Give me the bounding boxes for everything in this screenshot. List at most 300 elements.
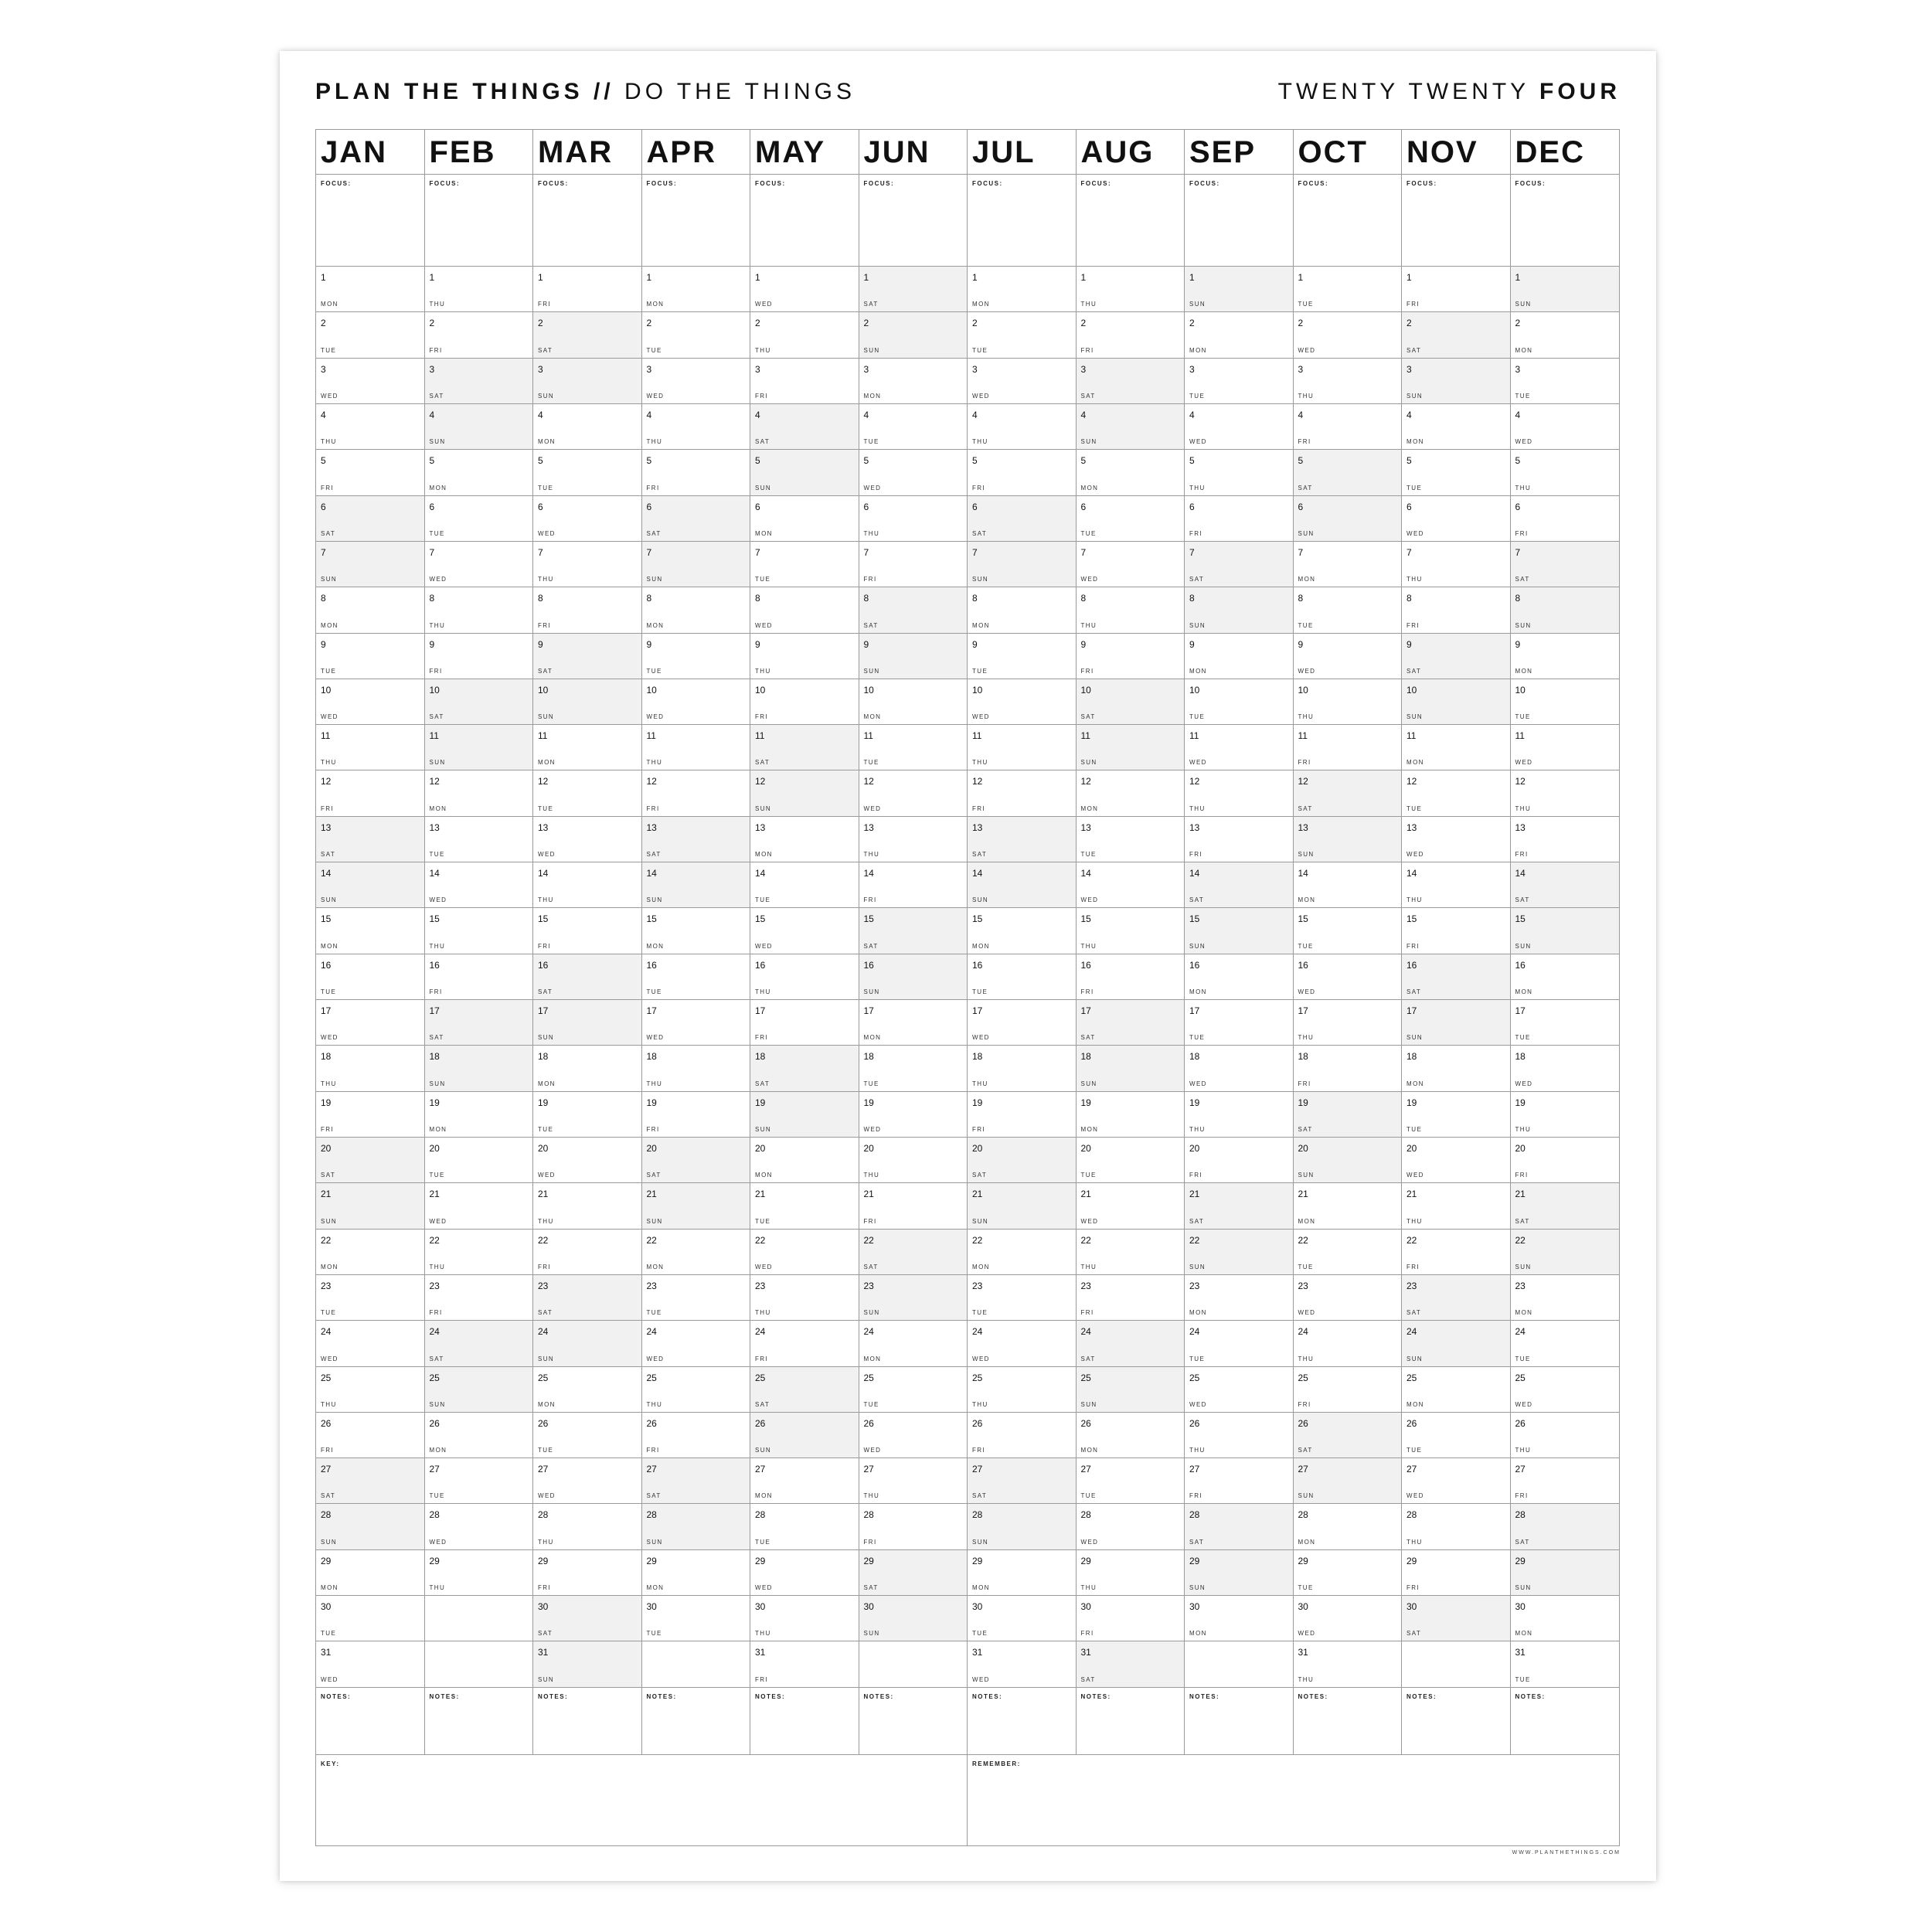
notes-box[interactable] bbox=[1077, 1688, 1185, 1780]
day-cell[interactable] bbox=[750, 1641, 859, 1687]
day-cell[interactable] bbox=[533, 587, 641, 633]
day-cell[interactable] bbox=[1402, 1550, 1510, 1596]
day-cell[interactable] bbox=[968, 1641, 1076, 1687]
day-cell[interactable] bbox=[1294, 450, 1402, 495]
day-cell[interactable] bbox=[750, 1413, 859, 1458]
day-cell[interactable] bbox=[968, 404, 1076, 450]
day-cell[interactable] bbox=[533, 1641, 641, 1687]
day-cell[interactable] bbox=[533, 312, 641, 358]
day-cell[interactable] bbox=[968, 450, 1076, 495]
day-cell[interactable] bbox=[425, 1550, 533, 1596]
day-cell[interactable] bbox=[859, 587, 968, 633]
day-cell[interactable] bbox=[316, 954, 424, 1000]
day-cell[interactable] bbox=[750, 725, 859, 770]
day-cell[interactable] bbox=[1077, 1550, 1185, 1596]
day-cell[interactable] bbox=[968, 587, 1076, 633]
day-cell[interactable] bbox=[1077, 1367, 1185, 1413]
day-cell[interactable] bbox=[1185, 1596, 1293, 1641]
day-cell[interactable] bbox=[968, 542, 1076, 587]
day-cell[interactable] bbox=[316, 496, 424, 542]
day-cell[interactable] bbox=[1185, 587, 1293, 633]
notes-box[interactable] bbox=[968, 1688, 1076, 1780]
day-cell[interactable] bbox=[533, 1458, 641, 1504]
day-cell[interactable] bbox=[1511, 770, 1620, 816]
day-cell[interactable] bbox=[859, 312, 968, 358]
day-cell[interactable] bbox=[425, 587, 533, 633]
day-cell[interactable] bbox=[1511, 725, 1620, 770]
day-cell[interactable] bbox=[750, 1230, 859, 1275]
day-cell[interactable] bbox=[1294, 862, 1402, 908]
day-cell[interactable] bbox=[750, 908, 859, 954]
day-cell[interactable] bbox=[1511, 312, 1620, 358]
day-cell[interactable] bbox=[1294, 542, 1402, 587]
day-cell[interactable] bbox=[1511, 1183, 1620, 1229]
focus-box[interactable] bbox=[859, 175, 968, 267]
day-cell[interactable] bbox=[968, 359, 1076, 404]
day-cell[interactable] bbox=[425, 267, 533, 312]
day-cell[interactable] bbox=[1077, 1275, 1185, 1321]
day-cell[interactable] bbox=[425, 862, 533, 908]
day-cell[interactable] bbox=[1511, 1550, 1620, 1596]
day-cell[interactable] bbox=[425, 1230, 533, 1275]
day-cell[interactable] bbox=[316, 908, 424, 954]
day-cell[interactable] bbox=[750, 496, 859, 542]
day-cell[interactable] bbox=[1402, 1046, 1510, 1091]
day-cell[interactable] bbox=[750, 862, 859, 908]
day-cell[interactable] bbox=[533, 1367, 641, 1413]
day-cell[interactable] bbox=[1077, 908, 1185, 954]
day-cell[interactable] bbox=[316, 634, 424, 679]
day-cell[interactable] bbox=[750, 770, 859, 816]
day-cell[interactable] bbox=[750, 587, 859, 633]
day-cell[interactable] bbox=[1185, 1321, 1293, 1366]
day-cell[interactable] bbox=[859, 1000, 968, 1046]
day-cell[interactable] bbox=[1077, 359, 1185, 404]
day-cell[interactable] bbox=[1511, 542, 1620, 587]
day-cell[interactable] bbox=[1402, 1321, 1510, 1366]
day-cell[interactable] bbox=[859, 450, 968, 495]
notes-box[interactable] bbox=[533, 1688, 641, 1780]
day-cell[interactable] bbox=[859, 908, 968, 954]
day-cell[interactable] bbox=[859, 1230, 968, 1275]
day-cell[interactable] bbox=[1077, 770, 1185, 816]
day-cell[interactable] bbox=[750, 404, 859, 450]
day-cell[interactable] bbox=[1511, 1321, 1620, 1366]
day-cell[interactable] bbox=[425, 1183, 533, 1229]
day-cell[interactable] bbox=[1511, 1230, 1620, 1275]
day-cell[interactable] bbox=[750, 542, 859, 587]
day-cell[interactable] bbox=[1402, 312, 1510, 358]
day-cell[interactable] bbox=[1077, 725, 1185, 770]
day-cell[interactable] bbox=[1294, 404, 1402, 450]
day-cell[interactable] bbox=[1511, 1458, 1620, 1504]
day-cell[interactable] bbox=[1077, 1458, 1185, 1504]
day-cell[interactable] bbox=[750, 312, 859, 358]
day-cell[interactable] bbox=[859, 1138, 968, 1183]
day-cell[interactable] bbox=[1402, 1230, 1510, 1275]
day-cell[interactable] bbox=[425, 679, 533, 725]
day-cell[interactable] bbox=[533, 679, 641, 725]
day-cell[interactable] bbox=[642, 496, 750, 542]
day-cell[interactable] bbox=[1511, 634, 1620, 679]
day-cell[interactable] bbox=[750, 817, 859, 862]
day-cell[interactable] bbox=[533, 1504, 641, 1549]
day-cell[interactable] bbox=[859, 404, 968, 450]
notes-box[interactable] bbox=[1294, 1688, 1402, 1780]
day-cell[interactable] bbox=[316, 450, 424, 495]
day-cell[interactable] bbox=[968, 908, 1076, 954]
day-cell[interactable] bbox=[859, 1504, 968, 1549]
day-cell[interactable] bbox=[859, 634, 968, 679]
day-cell[interactable] bbox=[642, 312, 750, 358]
day-cell[interactable] bbox=[1185, 1458, 1293, 1504]
day-cell[interactable] bbox=[968, 1183, 1076, 1229]
day-cell[interactable] bbox=[1185, 496, 1293, 542]
day-cell[interactable] bbox=[425, 359, 533, 404]
day-cell[interactable] bbox=[859, 1550, 968, 1596]
day-cell[interactable] bbox=[1077, 817, 1185, 862]
day-cell[interactable] bbox=[1511, 1641, 1620, 1687]
day-cell[interactable] bbox=[1402, 1275, 1510, 1321]
day-cell[interactable] bbox=[750, 1504, 859, 1549]
day-cell[interactable] bbox=[533, 404, 641, 450]
day-cell[interactable] bbox=[1402, 1413, 1510, 1458]
day-cell[interactable] bbox=[1185, 359, 1293, 404]
day-cell[interactable] bbox=[425, 1413, 533, 1458]
day-cell[interactable] bbox=[642, 1000, 750, 1046]
day-cell[interactable] bbox=[1185, 1367, 1293, 1413]
day-cell[interactable] bbox=[1185, 725, 1293, 770]
focus-box[interactable] bbox=[1077, 175, 1185, 267]
day-cell[interactable] bbox=[316, 1092, 424, 1138]
day-cell[interactable] bbox=[1402, 450, 1510, 495]
day-cell[interactable] bbox=[316, 1275, 424, 1321]
day-cell[interactable] bbox=[1185, 450, 1293, 495]
day-cell[interactable] bbox=[1185, 1413, 1293, 1458]
day-cell[interactable] bbox=[750, 1367, 859, 1413]
day-cell[interactable] bbox=[533, 359, 641, 404]
day-cell[interactable] bbox=[1077, 587, 1185, 633]
day-cell[interactable] bbox=[1185, 1092, 1293, 1138]
day-cell[interactable] bbox=[425, 312, 533, 358]
day-cell[interactable] bbox=[1511, 1413, 1620, 1458]
day-cell[interactable] bbox=[533, 1413, 641, 1458]
day-cell[interactable] bbox=[1077, 404, 1185, 450]
day-cell[interactable] bbox=[533, 496, 641, 542]
day-cell[interactable] bbox=[1294, 267, 1402, 312]
day-cell[interactable] bbox=[1077, 954, 1185, 1000]
day-cell[interactable] bbox=[425, 496, 533, 542]
day-cell[interactable] bbox=[1511, 679, 1620, 725]
day-cell[interactable] bbox=[968, 1092, 1076, 1138]
day-cell[interactable] bbox=[968, 267, 1076, 312]
day-cell[interactable] bbox=[1077, 1596, 1185, 1641]
day-cell[interactable] bbox=[1402, 404, 1510, 450]
day-cell[interactable] bbox=[316, 1413, 424, 1458]
day-cell[interactable] bbox=[750, 1092, 859, 1138]
day-cell[interactable] bbox=[1077, 1092, 1185, 1138]
day-cell[interactable] bbox=[316, 679, 424, 725]
day-cell[interactable] bbox=[1402, 634, 1510, 679]
day-cell[interactable] bbox=[1294, 359, 1402, 404]
day-cell[interactable] bbox=[968, 770, 1076, 816]
day-cell[interactable] bbox=[1511, 1092, 1620, 1138]
day-cell[interactable] bbox=[1185, 1275, 1293, 1321]
day-cell[interactable] bbox=[316, 404, 424, 450]
day-cell[interactable] bbox=[425, 634, 533, 679]
day-cell[interactable] bbox=[1294, 1092, 1402, 1138]
day-cell[interactable] bbox=[1294, 1458, 1402, 1504]
day-cell[interactable] bbox=[1294, 1367, 1402, 1413]
day-cell[interactable] bbox=[750, 1321, 859, 1366]
day-cell[interactable] bbox=[1294, 1413, 1402, 1458]
day-cell[interactable] bbox=[1077, 1046, 1185, 1091]
day-cell[interactable] bbox=[859, 679, 968, 725]
focus-box[interactable] bbox=[1294, 175, 1402, 267]
day-cell[interactable] bbox=[1511, 1367, 1620, 1413]
day-cell[interactable] bbox=[968, 817, 1076, 862]
day-cell[interactable] bbox=[425, 1321, 533, 1366]
day-cell[interactable] bbox=[533, 450, 641, 495]
day-cell[interactable] bbox=[1294, 1000, 1402, 1046]
day-cell[interactable] bbox=[1185, 817, 1293, 862]
day-cell[interactable] bbox=[642, 1183, 750, 1229]
day-cell[interactable] bbox=[642, 817, 750, 862]
day-cell[interactable] bbox=[642, 1504, 750, 1549]
day-cell[interactable] bbox=[642, 679, 750, 725]
day-cell[interactable] bbox=[425, 1092, 533, 1138]
day-cell[interactable] bbox=[1185, 312, 1293, 358]
day-cell[interactable] bbox=[1185, 1504, 1293, 1549]
day-cell[interactable] bbox=[968, 1504, 1076, 1549]
day-cell[interactable] bbox=[1185, 679, 1293, 725]
day-cell[interactable] bbox=[859, 817, 968, 862]
day-cell[interactable] bbox=[750, 450, 859, 495]
day-cell[interactable] bbox=[1511, 450, 1620, 495]
day-cell[interactable] bbox=[750, 679, 859, 725]
notes-box[interactable] bbox=[316, 1688, 424, 1780]
day-cell[interactable] bbox=[1402, 1596, 1510, 1641]
day-cell[interactable] bbox=[1402, 1504, 1510, 1549]
day-cell[interactable] bbox=[1185, 1230, 1293, 1275]
day-cell[interactable] bbox=[859, 1092, 968, 1138]
notes-box[interactable] bbox=[1511, 1688, 1620, 1780]
day-cell[interactable] bbox=[316, 817, 424, 862]
day-cell[interactable] bbox=[533, 1550, 641, 1596]
day-cell[interactable] bbox=[859, 359, 968, 404]
day-cell[interactable] bbox=[642, 862, 750, 908]
day-cell[interactable] bbox=[1511, 404, 1620, 450]
day-cell[interactable] bbox=[533, 1183, 641, 1229]
day-cell[interactable] bbox=[1185, 1183, 1293, 1229]
day-cell[interactable] bbox=[316, 1000, 424, 1046]
day-cell[interactable] bbox=[968, 1596, 1076, 1641]
notes-box[interactable] bbox=[425, 1688, 533, 1780]
day-cell[interactable] bbox=[1294, 1641, 1402, 1687]
day-cell[interactable] bbox=[1077, 1641, 1185, 1687]
day-cell[interactable] bbox=[533, 634, 641, 679]
day-cell[interactable] bbox=[1511, 817, 1620, 862]
day-cell[interactable] bbox=[968, 679, 1076, 725]
day-cell[interactable] bbox=[533, 1092, 641, 1138]
day-cell[interactable] bbox=[968, 1550, 1076, 1596]
focus-box[interactable] bbox=[533, 175, 641, 267]
day-cell[interactable] bbox=[533, 1138, 641, 1183]
day-cell[interactable] bbox=[316, 587, 424, 633]
day-cell[interactable] bbox=[1402, 908, 1510, 954]
day-cell[interactable] bbox=[425, 1458, 533, 1504]
day-cell[interactable] bbox=[1185, 770, 1293, 816]
day-cell[interactable] bbox=[533, 542, 641, 587]
day-cell[interactable] bbox=[1511, 1000, 1620, 1046]
day-cell[interactable] bbox=[1077, 1230, 1185, 1275]
day-cell[interactable] bbox=[1185, 1000, 1293, 1046]
day-cell[interactable] bbox=[750, 1275, 859, 1321]
day-cell[interactable] bbox=[968, 1046, 1076, 1091]
day-cell[interactable] bbox=[316, 725, 424, 770]
day-cell[interactable] bbox=[1511, 1046, 1620, 1091]
notes-box[interactable] bbox=[1402, 1688, 1510, 1780]
day-cell[interactable] bbox=[316, 1367, 424, 1413]
day-cell[interactable] bbox=[642, 267, 750, 312]
day-cell[interactable] bbox=[642, 1275, 750, 1321]
day-cell[interactable] bbox=[642, 1230, 750, 1275]
day-cell[interactable] bbox=[425, 908, 533, 954]
day-cell[interactable] bbox=[425, 450, 533, 495]
day-cell[interactable] bbox=[1511, 862, 1620, 908]
day-cell[interactable] bbox=[533, 954, 641, 1000]
day-cell[interactable] bbox=[642, 587, 750, 633]
day-cell[interactable] bbox=[968, 496, 1076, 542]
day-cell[interactable] bbox=[1511, 954, 1620, 1000]
day-cell[interactable] bbox=[316, 1550, 424, 1596]
day-cell[interactable] bbox=[642, 359, 750, 404]
day-cell[interactable] bbox=[642, 1046, 750, 1091]
day-cell[interactable] bbox=[316, 1046, 424, 1091]
day-cell[interactable] bbox=[968, 1138, 1076, 1183]
day-cell[interactable] bbox=[1185, 862, 1293, 908]
day-cell[interactable] bbox=[533, 725, 641, 770]
day-cell[interactable] bbox=[642, 1596, 750, 1641]
day-cell[interactable] bbox=[1511, 496, 1620, 542]
day-cell[interactable] bbox=[1077, 496, 1185, 542]
focus-box[interactable] bbox=[316, 175, 424, 267]
day-cell[interactable] bbox=[859, 725, 968, 770]
day-cell[interactable] bbox=[1402, 542, 1510, 587]
day-cell[interactable] bbox=[642, 1413, 750, 1458]
day-cell[interactable] bbox=[425, 1046, 533, 1091]
day-cell[interactable] bbox=[533, 817, 641, 862]
day-cell[interactable] bbox=[1402, 725, 1510, 770]
day-cell[interactable] bbox=[425, 1275, 533, 1321]
day-cell[interactable] bbox=[533, 267, 641, 312]
day-cell[interactable] bbox=[1185, 908, 1293, 954]
day-cell[interactable] bbox=[1511, 908, 1620, 954]
day-cell[interactable] bbox=[859, 1413, 968, 1458]
day-cell[interactable] bbox=[1077, 267, 1185, 312]
day-cell[interactable] bbox=[1294, 725, 1402, 770]
day-cell[interactable] bbox=[859, 1321, 968, 1366]
day-cell[interactable] bbox=[968, 862, 1076, 908]
notes-box[interactable] bbox=[1185, 1688, 1293, 1780]
day-cell[interactable] bbox=[316, 542, 424, 587]
day-cell[interactable] bbox=[425, 1367, 533, 1413]
day-cell[interactable] bbox=[1294, 1138, 1402, 1183]
day-cell[interactable] bbox=[968, 1321, 1076, 1366]
day-cell[interactable] bbox=[1402, 359, 1510, 404]
day-cell[interactable] bbox=[1294, 1230, 1402, 1275]
day-cell[interactable] bbox=[1402, 1000, 1510, 1046]
day-cell[interactable] bbox=[859, 954, 968, 1000]
focus-box[interactable] bbox=[425, 175, 533, 267]
day-cell[interactable] bbox=[1294, 1183, 1402, 1229]
day-cell[interactable] bbox=[859, 1275, 968, 1321]
day-cell[interactable] bbox=[1294, 1504, 1402, 1549]
day-cell[interactable] bbox=[1294, 817, 1402, 862]
day-cell[interactable] bbox=[425, 954, 533, 1000]
day-cell[interactable] bbox=[968, 1367, 1076, 1413]
day-cell[interactable] bbox=[1294, 587, 1402, 633]
day-cell[interactable] bbox=[859, 542, 968, 587]
day-cell[interactable] bbox=[859, 1183, 968, 1229]
focus-box[interactable] bbox=[1402, 175, 1510, 267]
day-cell[interactable] bbox=[1402, 862, 1510, 908]
day-cell[interactable] bbox=[425, 770, 533, 816]
day-cell[interactable] bbox=[750, 1046, 859, 1091]
day-cell[interactable] bbox=[1077, 1413, 1185, 1458]
day-cell[interactable] bbox=[316, 1458, 424, 1504]
day-cell[interactable] bbox=[1294, 312, 1402, 358]
day-cell[interactable] bbox=[750, 359, 859, 404]
day-cell[interactable] bbox=[1294, 634, 1402, 679]
day-cell[interactable] bbox=[533, 908, 641, 954]
day-cell[interactable] bbox=[968, 1413, 1076, 1458]
day-cell[interactable] bbox=[425, 1138, 533, 1183]
day-cell[interactable] bbox=[533, 862, 641, 908]
day-cell[interactable] bbox=[316, 1138, 424, 1183]
day-cell[interactable] bbox=[1402, 496, 1510, 542]
day-cell[interactable] bbox=[750, 1138, 859, 1183]
day-cell[interactable] bbox=[1185, 954, 1293, 1000]
day-cell[interactable] bbox=[750, 1458, 859, 1504]
day-cell[interactable] bbox=[859, 770, 968, 816]
day-cell[interactable] bbox=[642, 542, 750, 587]
day-cell[interactable] bbox=[1077, 1138, 1185, 1183]
day-cell[interactable] bbox=[968, 1458, 1076, 1504]
day-cell[interactable] bbox=[1402, 954, 1510, 1000]
day-cell[interactable] bbox=[533, 1275, 641, 1321]
day-cell[interactable] bbox=[1294, 1275, 1402, 1321]
day-cell[interactable] bbox=[859, 496, 968, 542]
day-cell[interactable] bbox=[1402, 1458, 1510, 1504]
day-cell[interactable] bbox=[316, 1596, 424, 1641]
day-cell[interactable] bbox=[642, 634, 750, 679]
day-cell[interactable] bbox=[1402, 817, 1510, 862]
day-cell[interactable] bbox=[1077, 1321, 1185, 1366]
day-cell[interactable] bbox=[1185, 1550, 1293, 1596]
day-cell[interactable] bbox=[642, 908, 750, 954]
day-cell[interactable] bbox=[1077, 450, 1185, 495]
day-cell[interactable] bbox=[1294, 954, 1402, 1000]
day-cell[interactable] bbox=[533, 1230, 641, 1275]
day-cell[interactable] bbox=[968, 634, 1076, 679]
day-cell[interactable] bbox=[750, 634, 859, 679]
focus-box[interactable] bbox=[968, 175, 1076, 267]
day-cell[interactable] bbox=[425, 542, 533, 587]
day-cell[interactable] bbox=[642, 1138, 750, 1183]
day-cell[interactable] bbox=[533, 1596, 641, 1641]
focus-box[interactable] bbox=[642, 175, 750, 267]
